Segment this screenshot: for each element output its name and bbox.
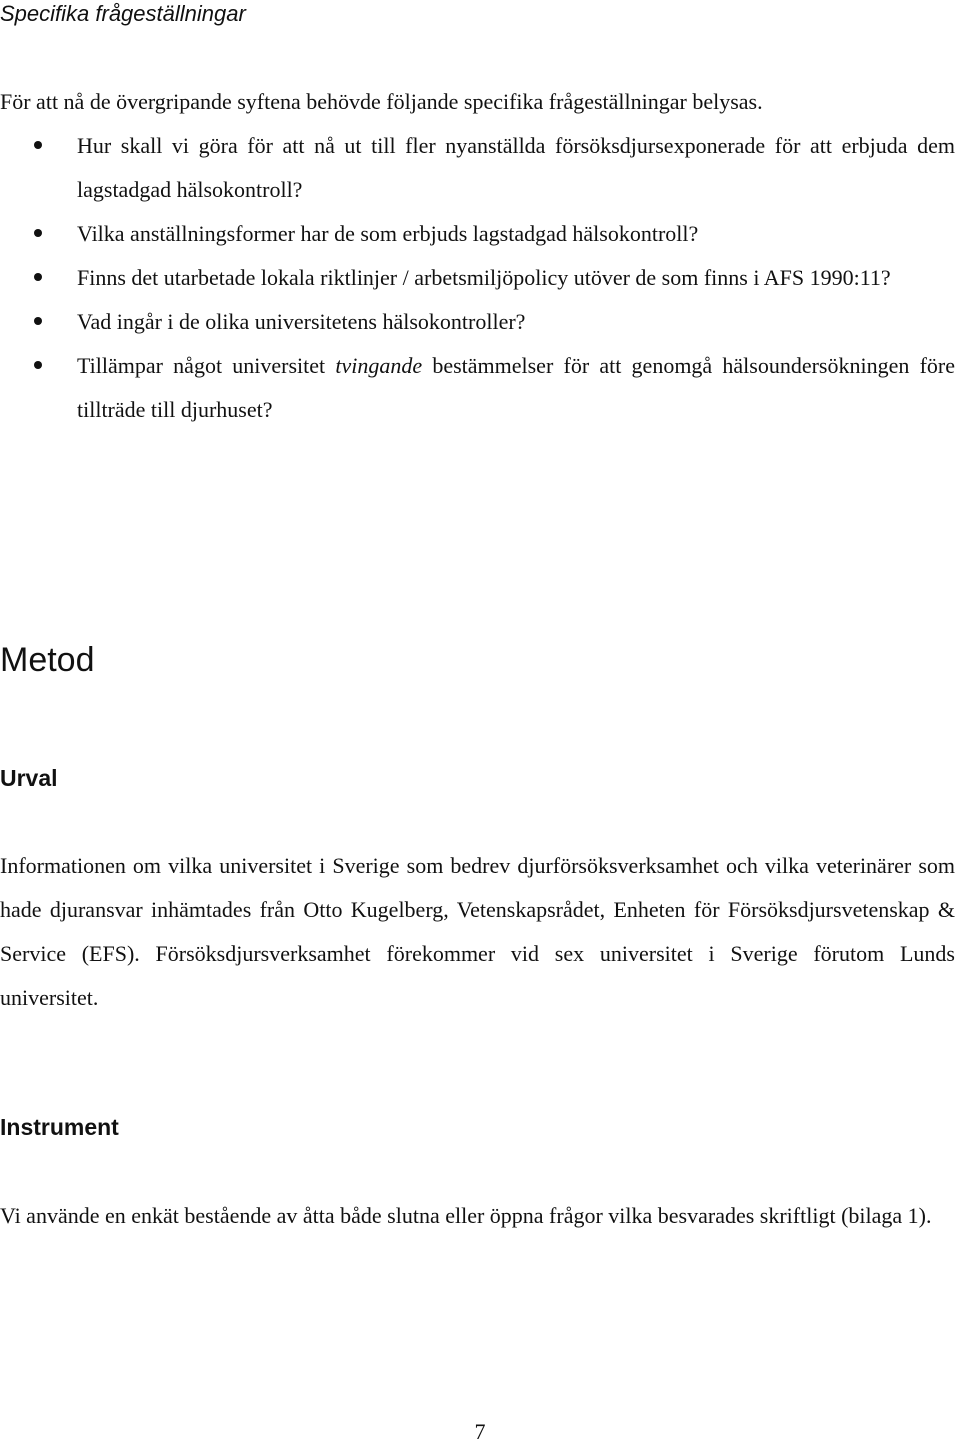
section-heading-specifika: Specifika frågeställningar [0,1,246,26]
bullet-icon [34,141,42,149]
question-list [0,124,955,432]
urval-paragraph: Informationen om vilka universitet i Sverige som bedrev djurförsöksverksamhet och vilka veterinärer som hade djuransvar inhämtades från Otto Kugelberg, Vetenskapsrådet, Enheten för Försöksdjursvetenskap & Service (EFS). Försöksdjursverksamhet förekommer vid sex universitet i Sverige förutom Lunds universitet. [0,853,955,1010]
instrument-paragraph: Vi använde en enkät bestående av åtta både slutna eller öppna frågor vilka besvarades skriftligt (bilaga 1). [0,1203,932,1228]
question-item [0,124,955,212]
section-heading-metod: Metod [0,640,95,679]
subheading-urval: Urval [0,765,58,791]
bullet-icon [34,229,42,237]
page-number: 7 [474,1419,486,1444]
bullet-icon [34,317,42,325]
question-item [0,344,955,432]
subheading-instrument: Instrument [0,1114,119,1140]
question-item [0,300,955,344]
bullet-icon [34,361,42,369]
bullet-icon [34,273,42,281]
question-text-prefix: Tillämpar något universitet [77,353,336,378]
intro-paragraph: För att nå de övergripande syftena behövde följande specifika frågeställningar belysas. [0,89,763,114]
question-emphasis: tvingande [335,353,423,378]
question-text: Hur skall vi göra för att nå ut till fler nyanställda försöksdjursexponerade för att erbjuda dem lagstadgad hälsokontroll? [77,133,955,202]
question-text: Finns det utarbetade lokala riktlinjer / arbetsmiljöpolicy utöver de som finns i AFS 1990:11? [77,265,891,290]
question-text-suffix: bestämmelser för att genomgå hälsoundersökningen före tillträde till djurhuset? [77,353,955,422]
question-item [0,212,955,256]
question-item [0,256,955,300]
question-text: Vilka anställningsformer har de som erbjuds lagstadgad hälsokontroll? [77,221,699,246]
question-text: Vad ingår i de olika universitetens hälsokontroller? [77,309,526,334]
